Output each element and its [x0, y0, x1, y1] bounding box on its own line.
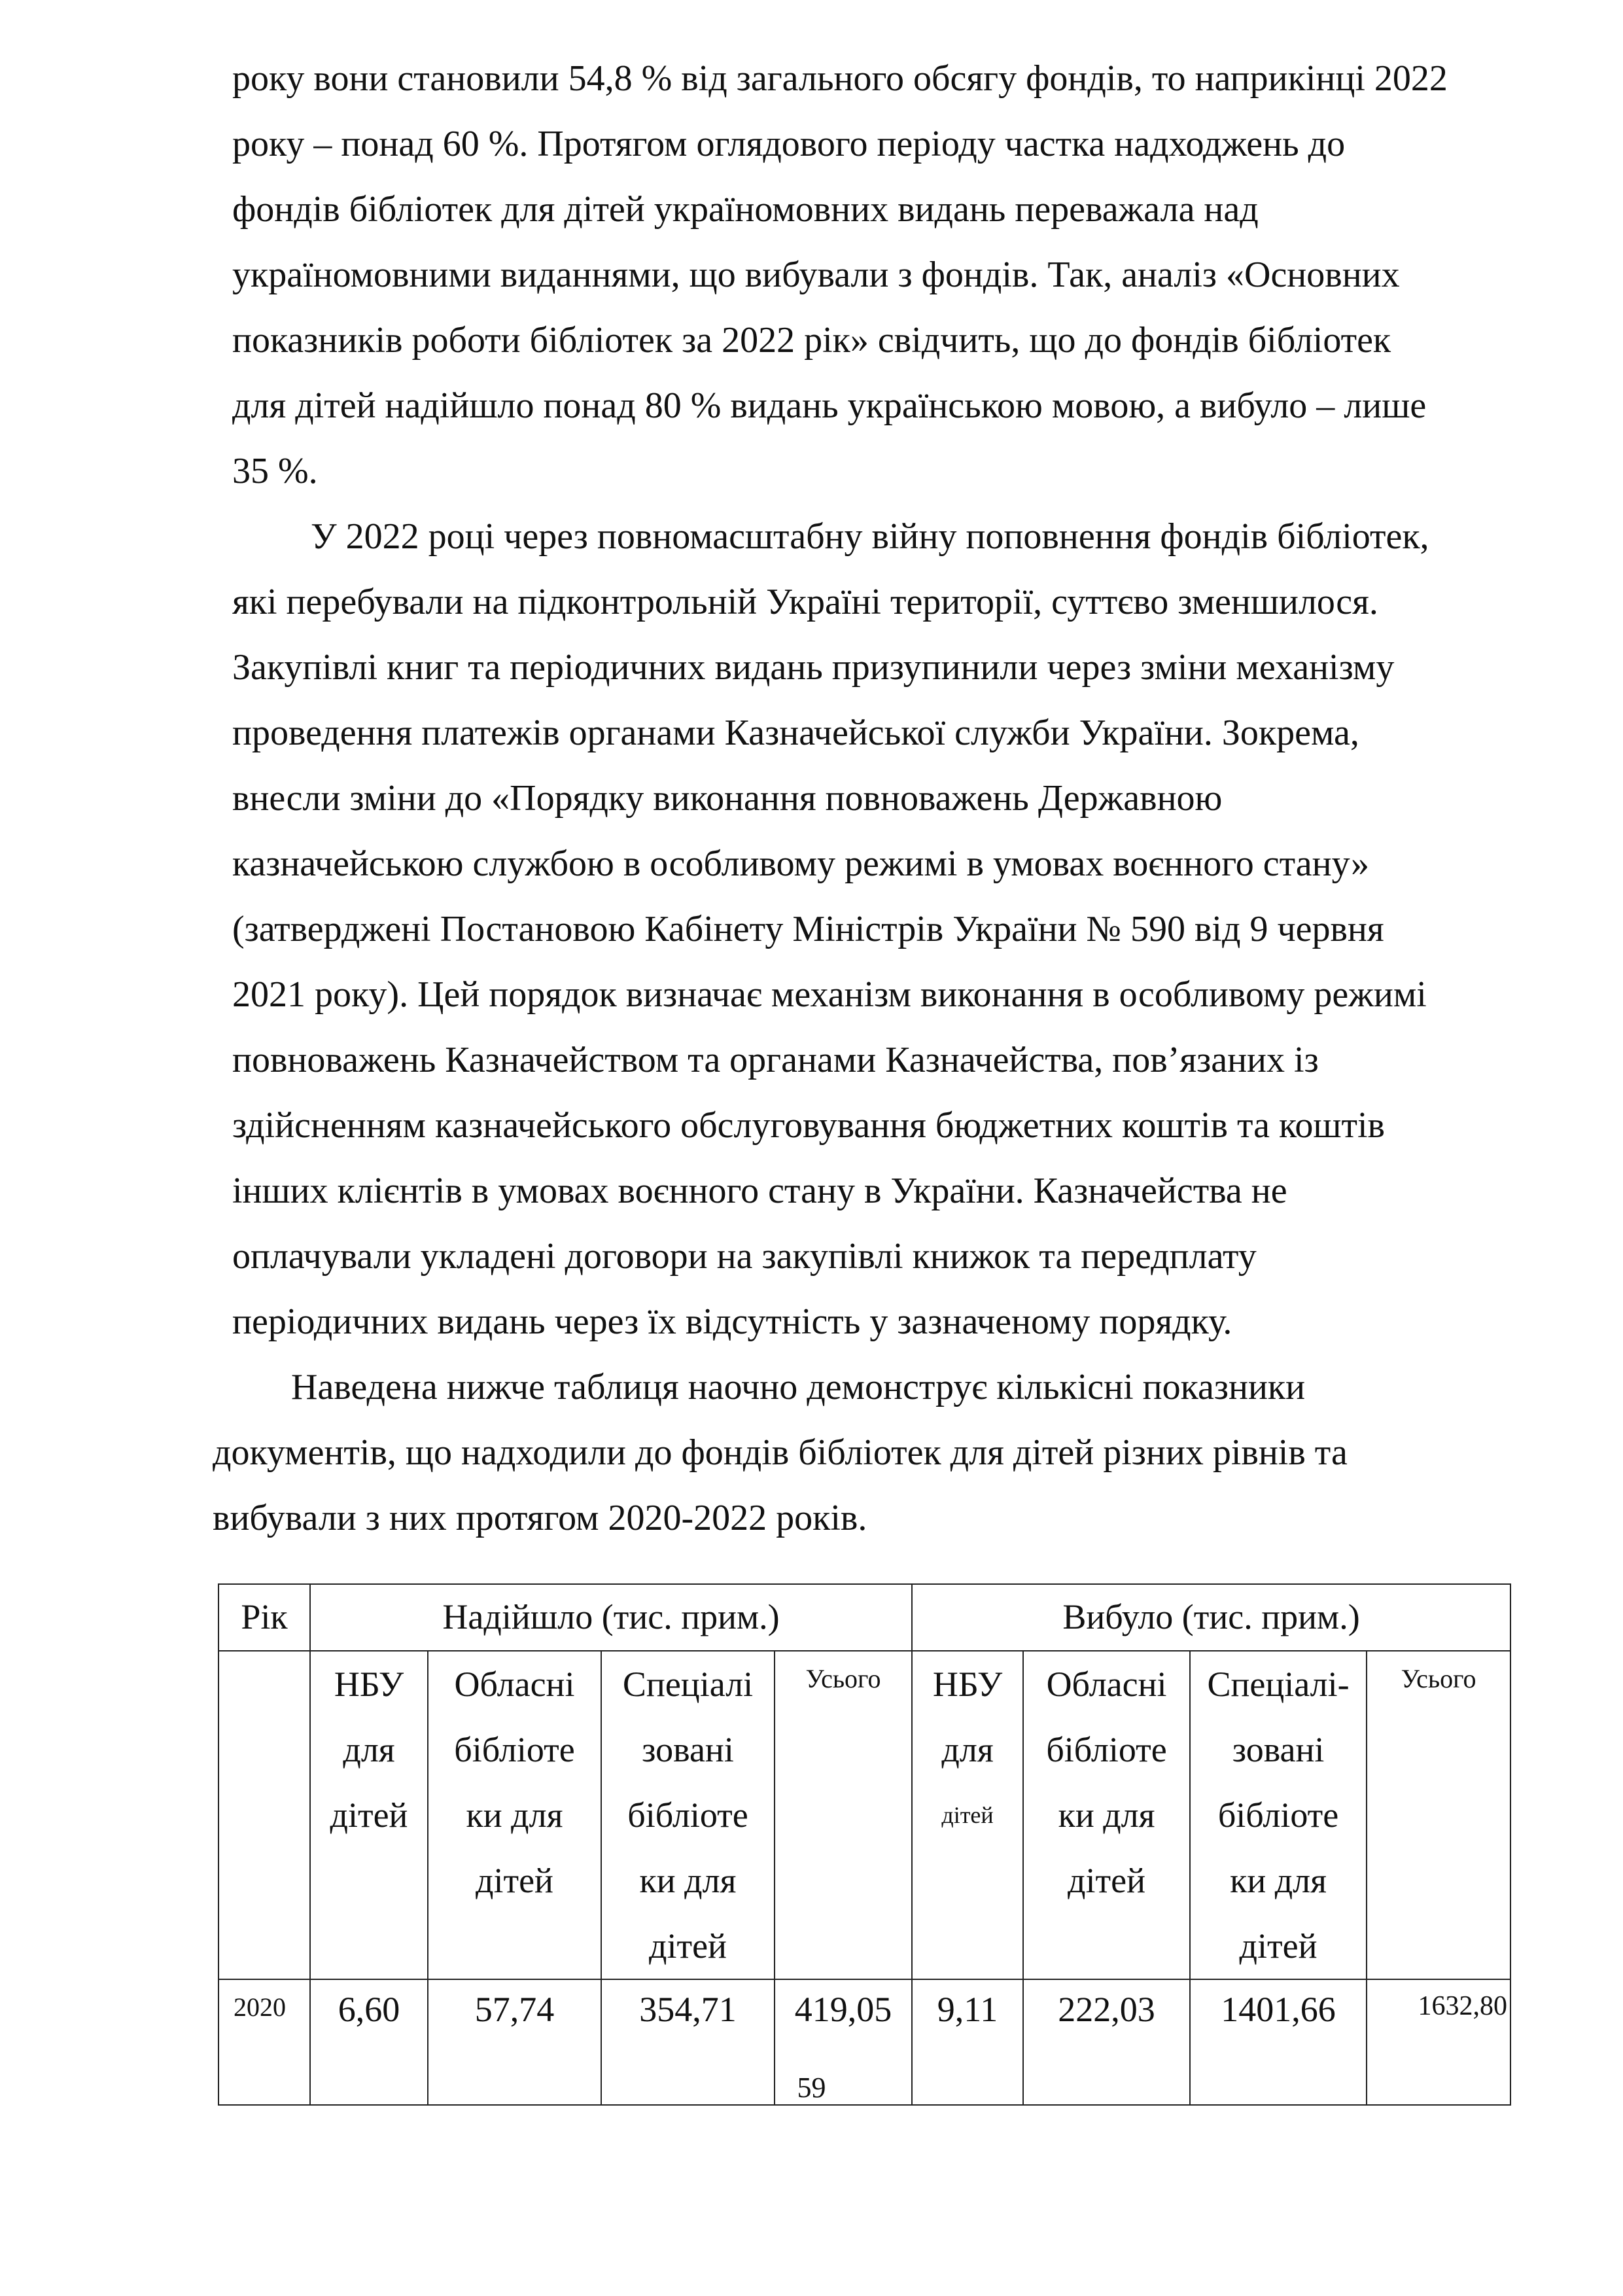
text-line: вибували з них протягом 2020-2022 років. [213, 1498, 867, 1538]
header-line: бібліоте [627, 1795, 748, 1835]
year-header: Рік [218, 1584, 310, 1651]
header-line: дітей [1068, 1861, 1145, 1900]
table-header-row [218, 1584, 1510, 1651]
text-line: оплачували укладені договори на закупівлі книжок та передплату [232, 1236, 1257, 1277]
withdrawn-regional-cell: 222,03 [1023, 1979, 1190, 2105]
header-line: бібліоте [1046, 1730, 1167, 1769]
text-line: внесли зміни до «Порядку виконання повноважень Державною [232, 778, 1223, 819]
text-line: року – понад 60 %. Протягом оглядового періоду частка надходжень до [232, 124, 1346, 164]
withdrawn-nbu-cell: 9,11 [912, 1979, 1023, 2105]
text-line: року вони становили 54,8 % від загального обсягу фондів, то наприкінці 2022 [232, 58, 1448, 99]
withdrawn-nbu-header [912, 1651, 1023, 1979]
year-cell: 2020 [218, 1979, 310, 2105]
text-line: інших клієнтів в умовах воєнного стану в України. Казначейства не [232, 1171, 1287, 1211]
paragraph-continuation [232, 46, 1508, 504]
header-line: ки для [1230, 1861, 1327, 1900]
header-line: Спеціалі [622, 1665, 754, 1704]
text-line: Наведена нижче таблиця наочно демонструє кількісні показники [291, 1367, 1306, 1407]
text-line: показників роботи бібліотек за 2022 рік» свідчить, що до фондів бібліотек [232, 320, 1391, 361]
text-line: які перебували на підконтрольній Україні території, суттєво зменшилося. [232, 582, 1378, 622]
received-header: Надійшло (тис. прим.) [310, 1584, 912, 1651]
header-line: ки для [639, 1861, 737, 1900]
paragraph-table-intro [213, 1354, 1508, 1551]
header-line: дітей [476, 1861, 553, 1900]
text-line: казначейською службою в особливому режимі в умовах воєнного стану» [232, 843, 1370, 884]
library-stats-table [218, 1583, 1511, 2106]
table-subheader-row [218, 1651, 1510, 1979]
text-line: 2021 року). Цей порядок визначає механізм виконання в особливому режимі [232, 974, 1427, 1015]
text-line: фондів бібліотек для дітей україномовних видань переважала над [232, 189, 1259, 230]
header-line: бібліоте [454, 1730, 575, 1769]
year-subheader-empty [218, 1651, 310, 1979]
header-line: НБУ [932, 1665, 1003, 1704]
text-line: для дітей надійшло понад 80 % видань українською мовою, а вибуло – лише [232, 385, 1427, 426]
received-nbu-header [310, 1651, 428, 1979]
received-regional-cell: 57,74 [428, 1979, 601, 2105]
received-total-cell: 419,05 [775, 1979, 912, 2105]
header-line: дітей [1239, 1926, 1318, 1966]
text-line: документів, що надходили до фондів бібліотек для дітей різних рівнів та [213, 1432, 1348, 1473]
text-line: україномовними виданнями, що вибували з фондів. Так, аналіз «Основних [232, 255, 1400, 295]
header-line: для [343, 1730, 395, 1769]
withdrawn-total-header: Усього [1367, 1651, 1510, 1979]
header-line: НБУ [334, 1665, 404, 1704]
text-line: періодичних видань через їх відсутність у зазначеному порядку. [232, 1301, 1232, 1342]
text-line: здійсненням казначейського обслуговування бюджетних коштів та коштів [232, 1105, 1385, 1146]
text-line: проведення платежів органами Казначейської служби України. Зокрема, [232, 713, 1359, 753]
received-regional-header [428, 1651, 601, 1979]
header-line: для [941, 1730, 994, 1769]
paragraph-war-impact [232, 504, 1508, 1354]
header-line: дітей [649, 1926, 727, 1966]
received-total-header: Усього [775, 1651, 912, 1979]
header-line: дітей [941, 1802, 994, 1828]
header-line: Обласні [1046, 1665, 1167, 1704]
text-line: Закупівлі книг та періодичних видань призупинили через зміни механізму [232, 647, 1395, 688]
withdrawn-regional-header [1023, 1651, 1190, 1979]
withdrawn-total-cell: 1632,80 [1367, 1979, 1510, 2105]
header-line: ки для [1058, 1795, 1155, 1835]
received-nbu-cell: 6,60 [310, 1979, 428, 2105]
header-line: дітей [330, 1795, 408, 1835]
header-line: зовані [642, 1730, 734, 1769]
received-special-cell: 354,71 [601, 1979, 775, 2105]
header-line: Обласні [454, 1665, 575, 1704]
withdrawn-special-header [1190, 1651, 1367, 1979]
received-special-header [601, 1651, 775, 1979]
text-line: У 2022 році через повномасштабну війну поповнення фондів бібліотек, [311, 516, 1429, 557]
text-line: 35 %. [232, 451, 318, 491]
header-line: бібліоте [1217, 1795, 1339, 1835]
text-line: (затверджені Постановою Кабінету Міністрів України № 590 від 9 червня [232, 909, 1384, 949]
withdrawn-special-cell: 1401,66 [1190, 1979, 1367, 2105]
header-line: ки для [466, 1795, 563, 1835]
withdrawn-header: Вибуло (тис. прим.) [912, 1584, 1510, 1651]
text-line: повноважень Казначейством та органами Казначейства, пов’язаних із [232, 1040, 1319, 1080]
header-line: Спеціалі- [1207, 1665, 1350, 1704]
page-number: 59 [797, 2072, 826, 2104]
header-line: зовані [1232, 1730, 1325, 1769]
